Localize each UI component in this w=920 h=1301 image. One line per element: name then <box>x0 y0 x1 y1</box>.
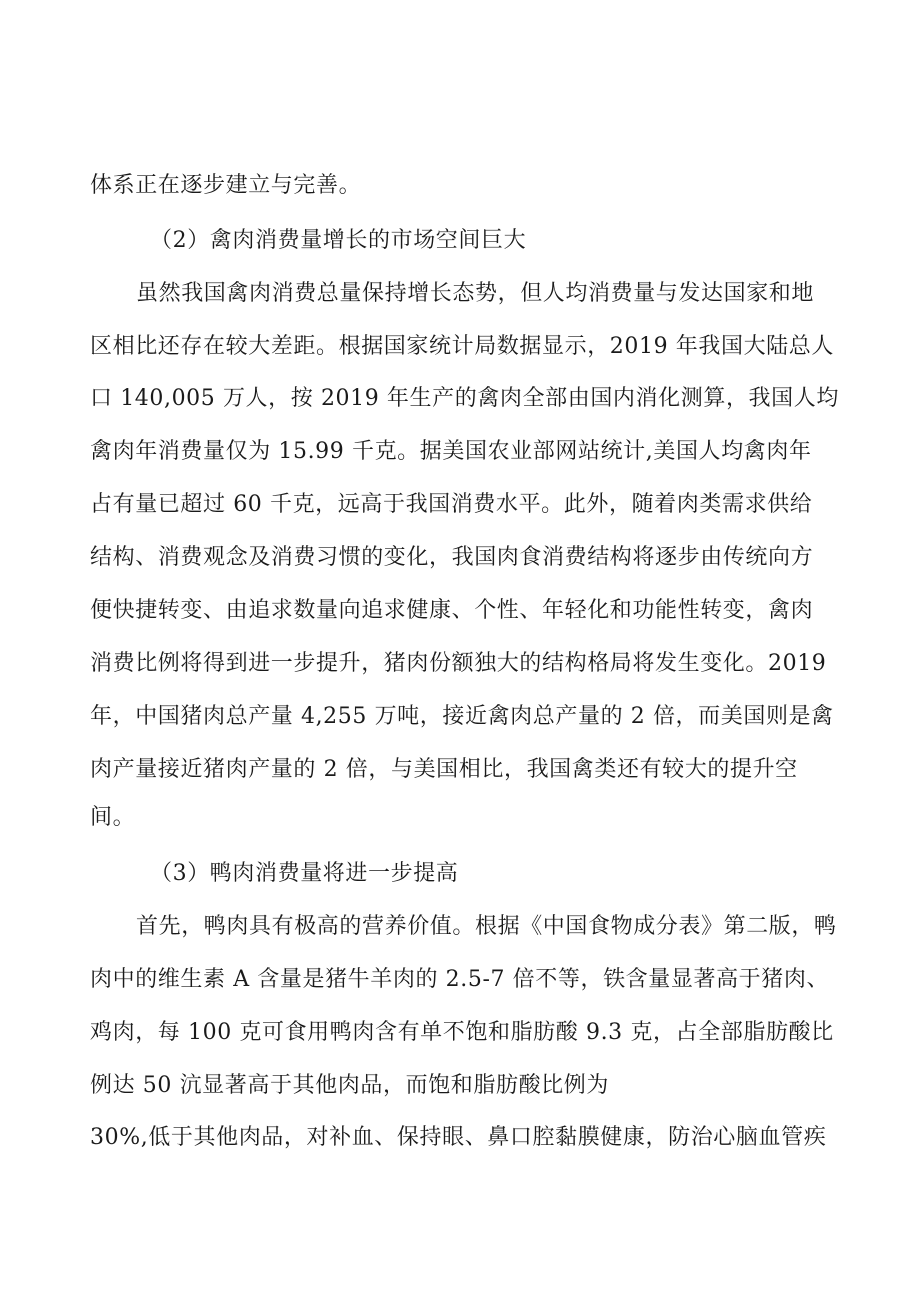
paragraph-line: 鸡肉，每 100 克可食用鸭肉含有单不饱和脂肪酸 9.3 克，占全部脂肪酸比 <box>90 1020 834 1045</box>
paragraph-line: 禽肉年消费量仅为 15.99 千克。据美国农业部网站统计,美国人均禽肉年 <box>90 439 812 464</box>
paragraph-line: 体系正在逐步建立与完善。 <box>90 173 362 198</box>
paragraph-line: 占有量已超过 60 千克，远高于我国消费水平。此外，随着肉类需求供给 <box>90 492 813 517</box>
section-heading: （2）禽肉消费量增长的市场空间巨大 <box>150 228 527 253</box>
paragraph-line: 消费比例将得到进一步提升，猪肉份额独大的结构格局将发生变化。2019 <box>90 651 827 676</box>
paragraph-line: 30%,低于其他肉品，对补血、保持眼、鼻口腔黏膜健康，防治心脑血管疾 <box>90 1125 827 1150</box>
paragraph-line: 年，中国猪肉总产量 4,255 万吨，接近禽肉总产量的 2 倍，而美国则是禽 <box>90 704 834 729</box>
section-heading: （3）鸭肉消费量将进一步提高 <box>150 861 459 886</box>
paragraph-line: 例达 50 沆显著高于其他肉品，而饱和脂肪酸比例为 <box>90 1073 609 1098</box>
paragraph-line: 便快捷转变、由追求数量向追求健康、个性、年轻化和功能性转变，禽肉 <box>90 598 814 623</box>
paragraph-line: 结构、消费观念及消费习惯的变化，我国肉食消费结构将逐步由传统向方 <box>90 545 814 570</box>
paragraph-line: 区相比还存在较大差距。根据国家统计局数据显示，2019 年我国大陆总人 <box>90 334 834 359</box>
paragraph-line: 间。 <box>90 805 136 830</box>
paragraph-line: 肉中的维生素 A 含量是猪牛羊肉的 2.5-7 倍不等，铁含量显著高于猪肉、 <box>90 967 830 992</box>
paragraph-line: 首先，鸭肉具有极高的营养价值。根据《中国食物成分表》第二版，鸭 <box>136 914 837 939</box>
paragraph-line: 肉产量接近猪肉产量的 2 倍，与美国相比，我国禽类还有较大的提升空 <box>90 757 798 782</box>
paragraph-line: 口 140,005 万人，按 2019 年生产的禽肉全部由国内消化测算，我国人均 <box>90 386 839 411</box>
paragraph-line: 虽然我国禽肉消费总量保持增长态势，但人均消费量与发达国家和地 <box>136 281 815 306</box>
